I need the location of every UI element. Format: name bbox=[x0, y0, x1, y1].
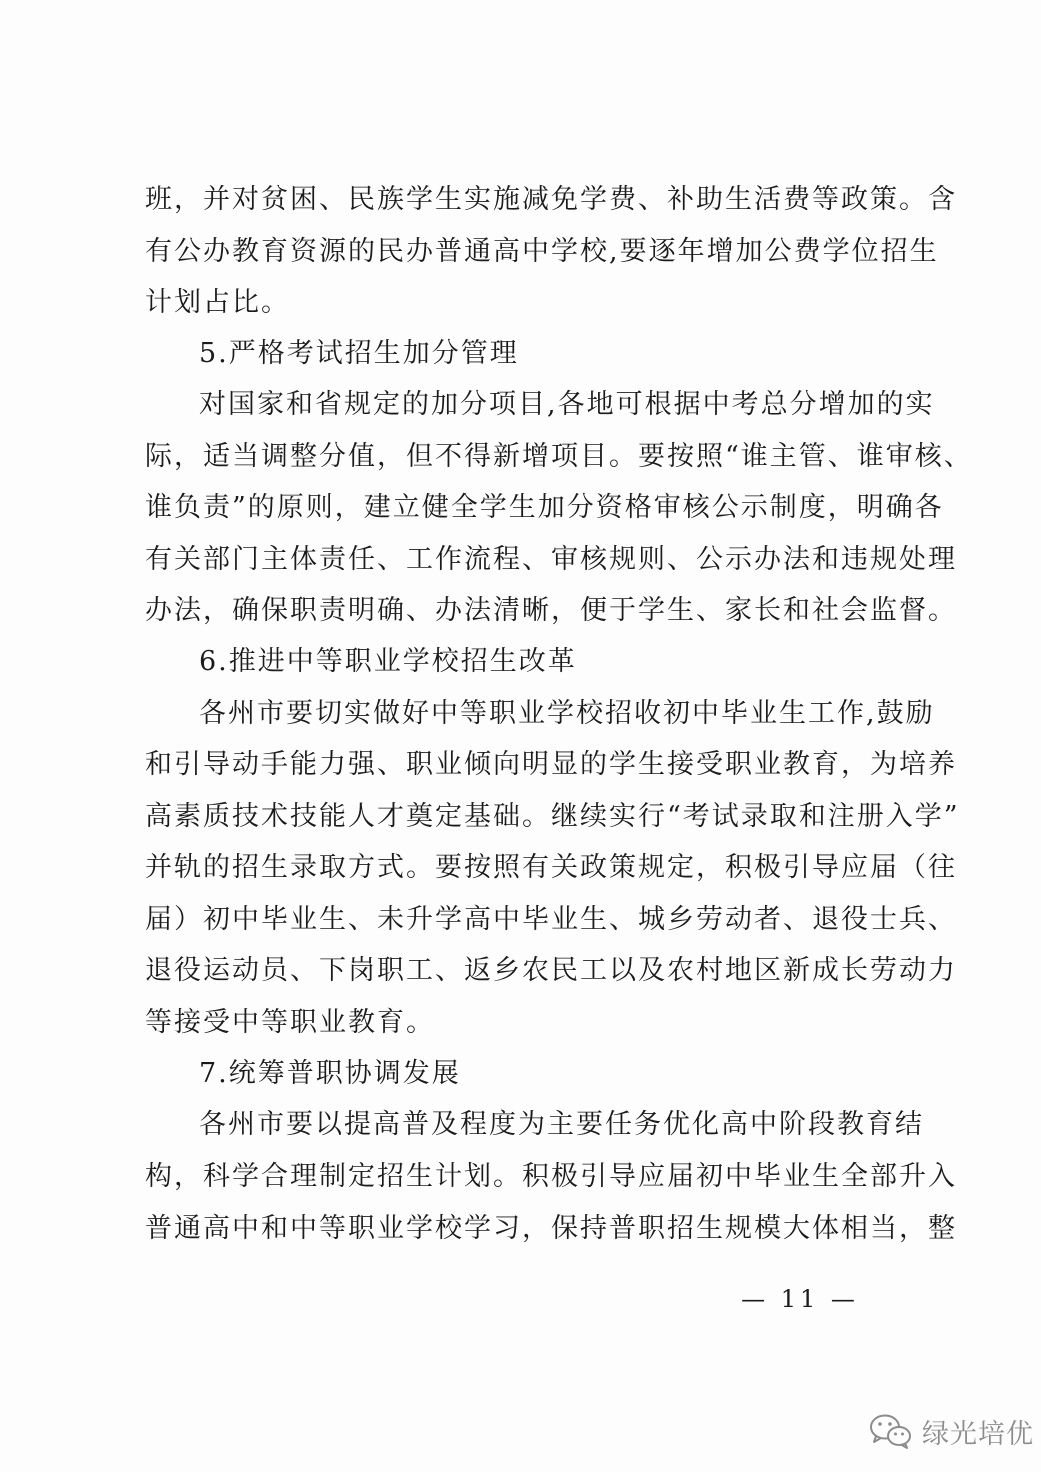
section-heading: 5.严格考试招生加分管理 bbox=[199, 338, 519, 369]
body-text-line: 谁负责”的原则，建立健全学生加分资格审核公示制度，明确各 bbox=[145, 492, 944, 523]
body-text-line: 有关部门主体责任、工作流程、审核规则、公示办法和违规处理 bbox=[145, 544, 957, 575]
body-text-line: 各州市要切实做好中等职业学校招收初中毕业生工作,鼓励 bbox=[199, 698, 935, 729]
body-text-line: 等接受中等职业教育。 bbox=[145, 1007, 435, 1038]
body-text-line: 退役运动员、下岗职工、返乡农民工以及农村地区新成长劳动力 bbox=[145, 955, 957, 986]
wechat-icon bbox=[868, 1411, 914, 1451]
body-text-line: 班，并对贫困、民族学生实施减免学费、补助生活费等政策。含 bbox=[145, 184, 957, 215]
body-text-line: 届）初中毕业生、未升学高中毕业生、城乡劳动者、退役士兵、 bbox=[145, 904, 957, 935]
body-text-line: 普通高中和中等职业学校学习，保持普职招生规模大体相当，整 bbox=[145, 1213, 957, 1244]
body-text-line: 有公办教育资源的民办普通高中学校,要逐年增加公费学位招生 bbox=[145, 236, 939, 267]
section-heading: 6.推进中等职业学校招生改革 bbox=[199, 646, 577, 677]
body-text-line: 各州市要以提高普及程度为主要任务优化高中阶段教育结 bbox=[199, 1109, 924, 1140]
body-text-line: 对国家和省规定的加分项目,各地可根据中考总分增加的实 bbox=[199, 389, 935, 420]
body-text-line: 并轨的招生录取方式。要按照有关政策规定，积极引导应届（往 bbox=[145, 852, 957, 883]
watermark bbox=[868, 1401, 1034, 1461]
page-number: — 11 — bbox=[741, 1285, 859, 1313]
body-text-line: 构，科学合理制定招生计划。积极引导应届初中毕业生全部升入 bbox=[145, 1161, 957, 1192]
body-text-line: 办法，确保职责明确、办法清晰，便于学生、家长和社会监督。 bbox=[145, 595, 957, 626]
body-text-line: 和引导动手能力强、职业倾向明显的学生接受职业教育，为培养 bbox=[145, 749, 957, 780]
body-text-line: 际，适当调整分值，但不得新增项目。要按照“谁主管、谁审核、 bbox=[145, 441, 973, 472]
section-heading: 7.统筹普职协调发展 bbox=[199, 1058, 461, 1089]
body-text-line: 计划占比。 bbox=[145, 287, 290, 318]
body-text-line: 高素质技术技能人才奠定基础。继续实行“考试录取和注册入学” bbox=[145, 801, 960, 832]
watermark-text: 绿光培优 bbox=[922, 1418, 1034, 1450]
